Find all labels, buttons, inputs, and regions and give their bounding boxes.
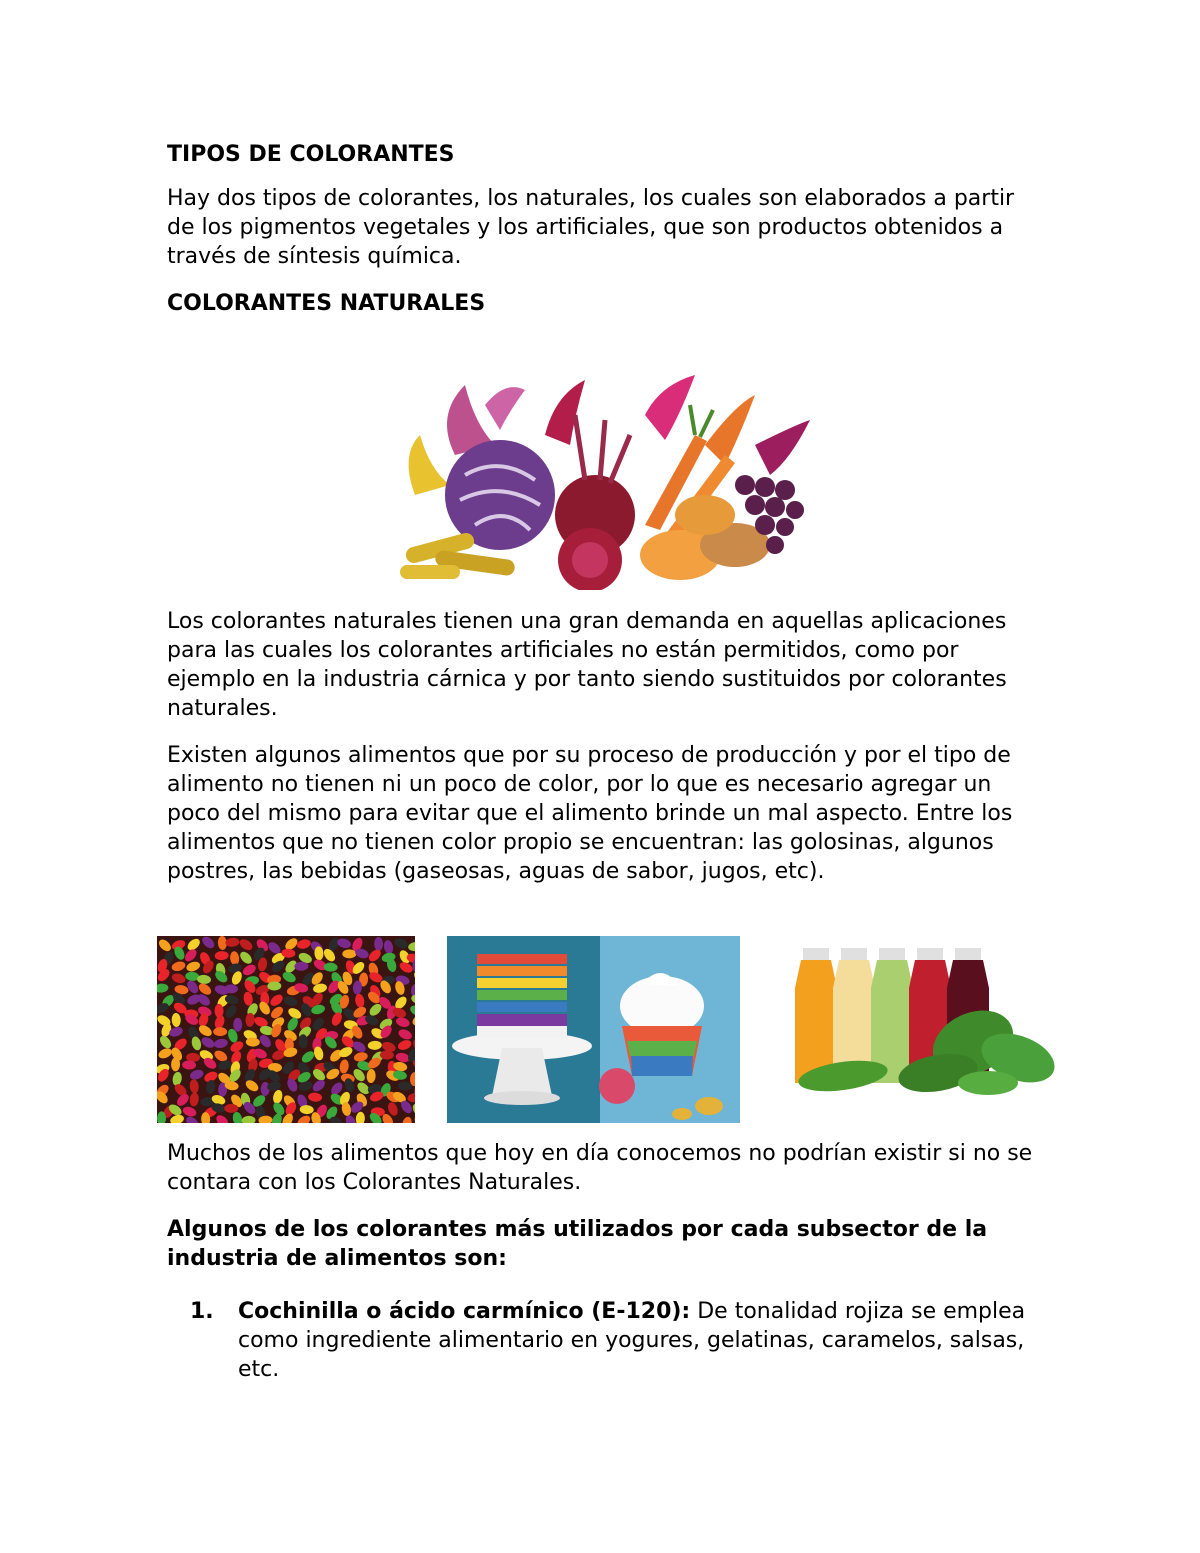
jelly-bean (383, 939, 395, 954)
jelly-bean (353, 1051, 369, 1063)
jelly-bean (401, 1116, 413, 1123)
jelly-bean (215, 951, 229, 960)
jelly-bean (296, 938, 312, 950)
jelly-bean (285, 1077, 299, 1093)
jelly-bean (241, 962, 258, 977)
paragraph-demanda: Los colorantes naturales tienen una gran demanda en aquellas aplicaciones para las cuales los colorantes artificiales no están permitidos, como por ejemplo en la industria cárnica y por tanto siendo sustituidos por colorantes naturales. (167, 609, 1007, 721)
jelly-bean (238, 937, 255, 952)
jelly-bean (339, 1059, 350, 1074)
paragraph-tipos: Hay dos tipos de colorantes, los naturales, los cuales son elaborados a partir de los pigmentos vegetales y los artificiales, que son productos obtenidos a través de síntesis química. (167, 186, 1015, 269)
list-item-text: De tonalidad rojiza se emplea como ingrediente alimentario en yogures, gelatinas, caramelos, salsas, etc. (238, 1299, 1026, 1382)
jelly-bean (185, 960, 201, 973)
jelly-bean (397, 1027, 413, 1041)
list-item-term: Cochinilla o ácido carmínico (E-120): (238, 1299, 691, 1324)
jelly-bean (355, 1111, 365, 1123)
jelly-bean (257, 1000, 272, 1017)
paragraph-muchos: Muchos de los alimentos que hoy en día conocemos no podrían existir si no se contara con los Colorantes Naturales. (167, 1141, 1033, 1195)
list-item-number: 1. (190, 1299, 214, 1324)
natural-vegetables-image (395, 375, 815, 590)
heading-algunos-colorantes: Algunos de los colorantes más utilizados por cada subsector de la industria de alimentos son: (167, 1217, 988, 1271)
jelly-bean (408, 941, 415, 951)
jelly-bean (224, 1104, 238, 1113)
jelly-bean (268, 992, 285, 1008)
jelly-bean (283, 995, 299, 1007)
jelly-bean (189, 1092, 200, 1107)
jelly-bean (157, 983, 169, 993)
cake-layers (477, 954, 567, 1038)
juice-bottles-image (783, 948, 1061, 1098)
jelly-bean (214, 1113, 230, 1123)
list-item-body (238, 1297, 1038, 1384)
jelly-bean (233, 1018, 242, 1032)
jelly-bean (189, 1068, 205, 1081)
jelly-bean (189, 1079, 199, 1094)
paragraph-existen: Existen algunos alimentos que por su proceso de producción y por el tipo de alimento no tienen ni un poco de color, por lo que es necesario agregar un poco del mismo para evitar que el alimento brinde un mal aspecto. Entre los alimentos que no tienen color propio se encuentran: las golosinas, algunos postres, las bebidas (gaseosas, aguas de sabor, jugos, etc). (167, 743, 1013, 884)
jelly-bean (296, 1113, 313, 1123)
jelly-bean (336, 937, 352, 950)
jelly-bean (408, 1004, 415, 1018)
jelly-bean (411, 1012, 415, 1027)
jelly-bean (232, 1111, 244, 1123)
jelly-bean (241, 1116, 255, 1123)
jelly-bean (330, 1011, 344, 1027)
jelly-bean (171, 1013, 181, 1027)
jelly-bean (393, 937, 409, 951)
jelly-bean (366, 1069, 376, 1084)
jelly-bean (157, 937, 173, 953)
jelly-bean (200, 1035, 217, 1050)
jelly-bean (171, 972, 187, 985)
jelly-bean (368, 1040, 382, 1050)
jelly-bean (308, 1092, 323, 1102)
jelly-bean (238, 950, 254, 966)
heading-tipos-de-colorantes: TIPOS DE COLORANTES (167, 142, 455, 167)
jelly-bean (213, 1038, 228, 1050)
jelly-bean (224, 1003, 239, 1020)
jelly-bean (395, 1016, 411, 1029)
bottle-orange (795, 948, 837, 1083)
jelly-bean (205, 1079, 216, 1094)
jelly-bean (213, 1027, 227, 1036)
jelly-bean (398, 1081, 412, 1090)
jelly-bean (224, 984, 238, 993)
heading-colorantes-naturales: COLORANTES NATURALES (167, 291, 486, 316)
jelly-bean (225, 937, 240, 947)
rainbow-desserts-image (447, 936, 740, 1123)
jelly-beans-image (157, 936, 415, 1123)
jelly-bean (272, 1089, 284, 1105)
jelly-bean (200, 936, 216, 950)
jelly-bean (311, 1078, 327, 1094)
jelly-bean (342, 949, 356, 958)
jelly-bean (414, 1025, 415, 1041)
jelly-bean (182, 1105, 198, 1118)
jelly-bean (397, 1038, 413, 1051)
jelly-bean (374, 937, 383, 951)
jelly-bean (217, 1059, 233, 1072)
jelly-bean (157, 1046, 173, 1060)
jelly-bean (354, 993, 365, 1008)
jelly-bean (407, 1092, 415, 1103)
jelly-bean (229, 951, 239, 966)
jelly-bean (172, 1071, 183, 1086)
jelly-bean (257, 1033, 273, 1050)
jelly-bean (171, 960, 187, 973)
cabbage (445, 440, 555, 550)
